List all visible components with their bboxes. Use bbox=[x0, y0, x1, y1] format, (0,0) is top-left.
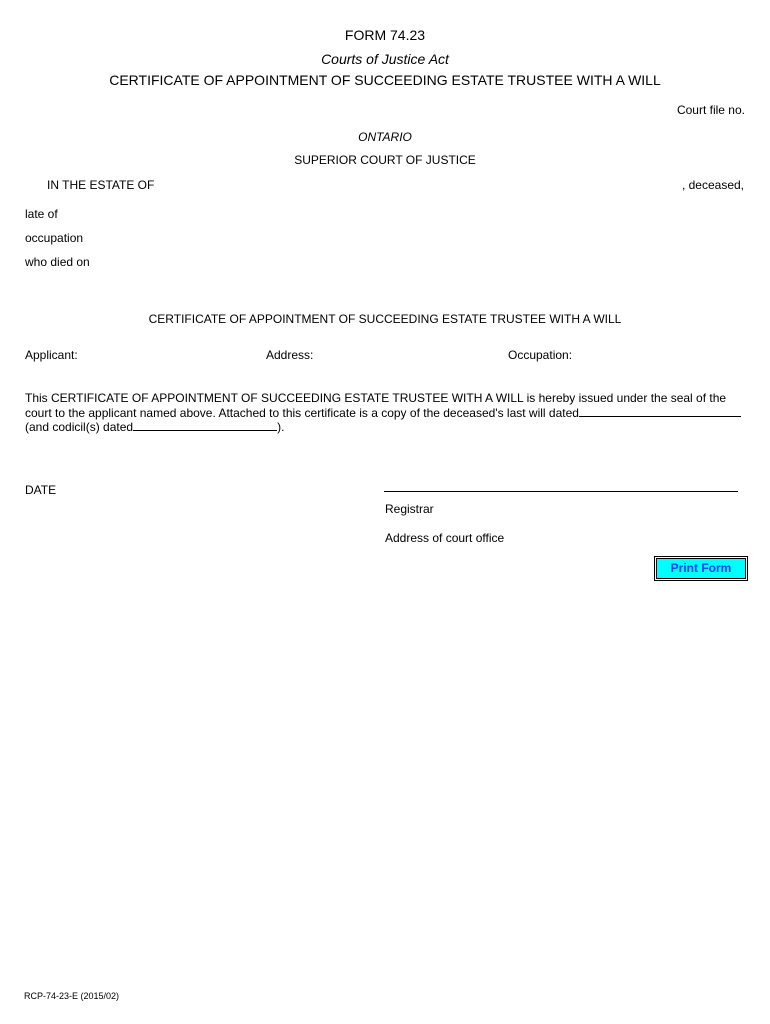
form-code: RCP-74-23-E (2015/02) bbox=[24, 991, 120, 1001]
address-label: Address: bbox=[266, 348, 314, 362]
signature-line bbox=[384, 491, 738, 492]
date-label: DATE bbox=[25, 483, 57, 497]
court-office-label: Address of court office bbox=[385, 531, 505, 545]
certificate-body bbox=[25, 391, 747, 435]
jurisdiction: ONTARIO bbox=[358, 130, 412, 144]
registrar-label: Registrar bbox=[385, 502, 434, 516]
court-name: SUPERIOR COURT OF JUSTICE bbox=[294, 153, 476, 167]
late-of-label: late of bbox=[25, 207, 58, 221]
estate-of-label: IN THE ESTATE OF bbox=[47, 178, 155, 192]
body-text-part4: ). bbox=[277, 420, 285, 434]
applicant-label: Applicant: bbox=[25, 348, 78, 362]
body-text-part1: This CERTIFICATE OF APPOINTMENT OF SUCCEEDING ESTATE TRUSTEE WITH A WILL is hereby issued under the seal of the court to the applicant named above. Attached to this certificate is a copy of the deceased's last will dated bbox=[25, 391, 727, 420]
print-form-button[interactable]: Print Form bbox=[656, 558, 746, 579]
codicil-date-blank bbox=[133, 420, 277, 431]
body-text-part3: dated bbox=[103, 420, 134, 434]
act-title: Courts of Justice Act bbox=[321, 51, 449, 67]
certificate-heading: CERTIFICATE OF APPOINTMENT OF SUCCEEDING ESTATE TRUSTEE WITH A WILL bbox=[148, 312, 622, 326]
applicant-occupation-label: Occupation: bbox=[508, 348, 573, 362]
form-number: FORM 74.23 bbox=[344, 27, 426, 43]
will-date-blank bbox=[579, 406, 741, 417]
occupation-label: occupation bbox=[25, 231, 84, 245]
body-text-part2: (and codicil(s) bbox=[25, 420, 100, 434]
died-on-label: who died on bbox=[25, 255, 90, 269]
form-title: CERTIFICATE OF APPOINTMENT OF SUCCEEDING ESTATE TRUSTEE WITH A WILL bbox=[109, 72, 661, 88]
court-file-label: Court file no. bbox=[676, 103, 745, 117]
deceased-label: , deceased, bbox=[681, 178, 744, 192]
